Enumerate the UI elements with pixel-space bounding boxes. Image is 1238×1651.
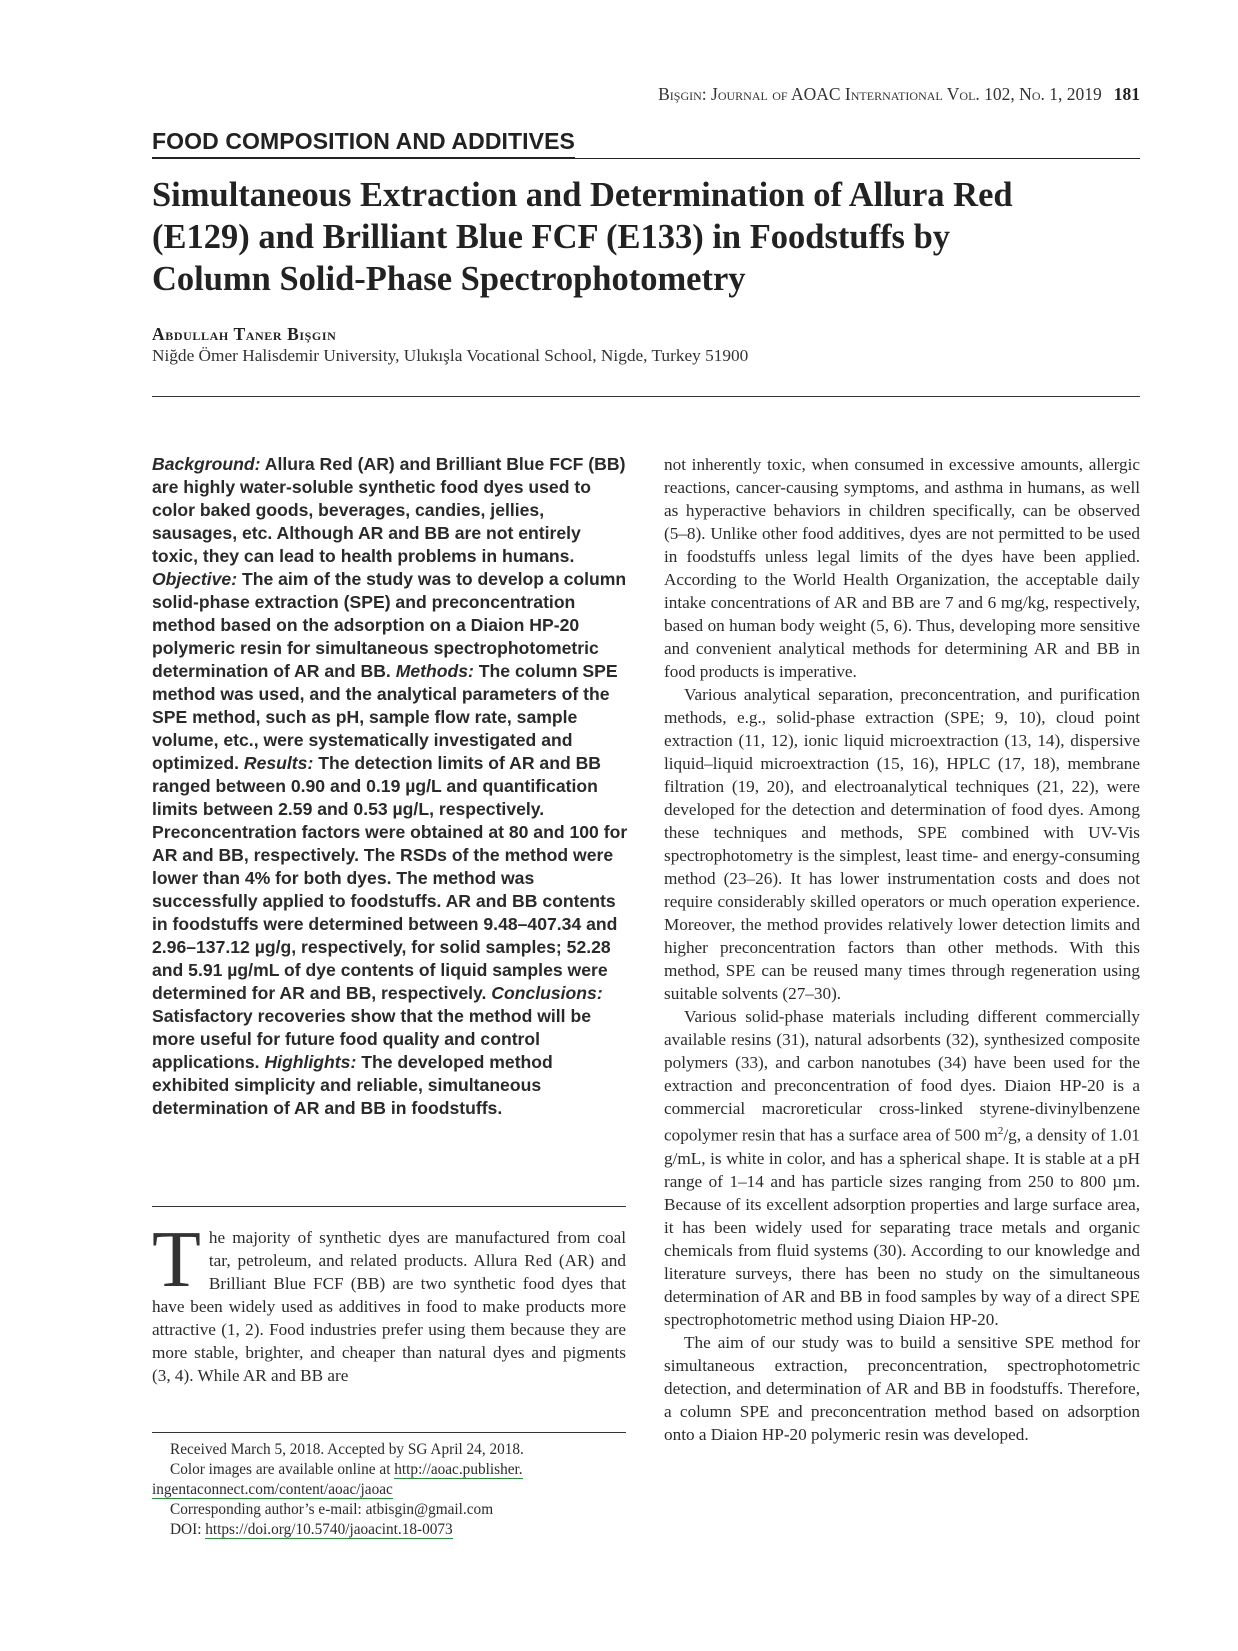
abstract-objective: The aim of the study was to develop a column solid-phase extraction (SPE) and preconcentration method based on the adsorption on a Diaion HP-20 polymeric resin for simultaneous spectrophotometric determination of AR and BB.	[152, 569, 627, 681]
abstract-highlights-head: Highlights:	[264, 1052, 357, 1072]
author-name: Abdullah Taner Bişgin	[152, 324, 337, 344]
abstract-conclusions-head: Conclusions:	[491, 983, 603, 1003]
footnote-email: Corresponding author’s e-mail: atbisgin@gmail.com	[170, 1501, 494, 1518]
abstract-rule	[152, 1206, 626, 1207]
right-paragraph-3a: Various solid-phase materials including different commercially available resins (31), natural adsorbents (32), synthesized composite polymers (33), and carbon nanotubes (34) have been used for the extraction and preconcentration of food dyes. Diaion HP-20 is a commercial macroreticular cross-linked styrene-divinylbenzene copolymer resin that has a surface area of 500 m	[664, 1007, 1140, 1145]
page-number: 181	[1113, 84, 1140, 104]
abstract-objective-head: Objective:	[152, 569, 238, 589]
abstract-conclusions: Satisfactory recoveries show that the method will be more useful for future food quality and control applications.	[152, 1006, 591, 1072]
abstract-methods-head: Methods:	[395, 661, 474, 681]
abstract-results: The detection limits of AR and BB ranged between 0.90 and 0.19 µg/L and quantification limits between 2.59 and 0.53 µg/L, respectively. Preconcentration factors were obtained at 80 and 100 for AR and BB, respectively. The RSDs of the method were lower than 4% for both dyes. The method was successfully applied to foodstuffs. AR and BB contents in foodstuffs were determined between 9.48–407.34 and 2.96–137.12 µg/g, respectively, for solid samples; 52.28 and 5.91 µg/mL of dye contents of liquid samples were determined for AR and BB, respectively.	[152, 753, 628, 1003]
superscript-2: 2	[997, 1125, 1004, 1137]
footnote-color-prefix: Color images are available online at	[170, 1461, 395, 1478]
color-images-link-cont[interactable]: ingentaconnect.com/content/aoac/jaoac	[152, 1481, 393, 1498]
right-paragraph-3b: /g, a density of 1.01 g/mL, is white in color, and has a spherical shape. It is stable at a pH range of 1–14 and has particle sizes ranging from 250 to 800 µm. Because of its excellent adsorption properties and large surface area, it has been widely used for separating trace metals and organic chemicals from fluid systems (30). According to our knowledge and literature surveys, there has been no study on the simultaneous determination of AR and BB in food samples by way of a direct SPE spectrophotometric method using Diaion HP-20.	[664, 1125, 1141, 1329]
affiliation: Niğde Ömer Halisdemir University, Ulukışla Vocational School, Nigde, Turkey 51900	[152, 346, 749, 365]
doi-prefix: DOI:	[170, 1521, 206, 1538]
article-title	[152, 174, 1142, 300]
footnote-color-cont	[152, 1480, 626, 1500]
footnote-color	[152, 1460, 626, 1480]
section-label: FOOD COMPOSITION AND ADDITIVES	[152, 128, 575, 159]
intro-text: he majority of synthetic dyes are manufactured from coal tar, petroleum, and related products. Allura Red (AR) and Brilliant Blue FCF (BB) are two synthetic food dyes that have been widely used as additives in food to make products more attractive (1, 2). Food industries prefer using them because they are more stable, brighter, and cheaper than natural dyes and pigments (3, 4). While AR and BB are	[152, 1228, 626, 1385]
right-paragraph-3	[664, 1005, 1140, 1331]
abstract-background-head: Background:	[152, 454, 261, 474]
header-rule	[152, 396, 1140, 397]
abstract-methods: The column SPE method was used, and the analytical parameters of the SPE method, such as pH, sample flow rate, sample volume, etc., were systematically investigated and optimized.	[152, 661, 618, 773]
right-paragraph-1: not inherently toxic, when consumed in excessive amounts, allergic reactions, cancer-causing symptoms, and asthma in humans, as well as hyperactive behaviors in children specifically, can be observed (5–8). Unlike other food additives, dyes are not permitted to be used in foodstuffs unless legal limits of the dyes have been applied. According to the World Health Organization, the acceptable daily intake concentrations of AR and BB are 7 and 6 mg/kg, respectively, based on human body weight (5, 6). Thus, developing more sensitive and convenient analytical methods for determining AR and BB in food products is imperative.	[664, 455, 1140, 681]
footnote-rule	[152, 1432, 626, 1433]
title-line-2: (E129) and Brilliant Blue FCF (E133) in Foodstuffs by	[152, 218, 951, 256]
abstract	[152, 453, 630, 1120]
right-paragraph-4: The aim of our study was to build a sensitive SPE method for simultaneous extraction, preconcentration, spectrophotometric detection, and determination of AR and BB in foodstuffs. Therefore, a column SPE and preconcentration method based on adsorption onto a Diaion HP-20 polymeric resin was developed.	[664, 1332, 1140, 1444]
title-line-3: Column Solid-Phase Spectrophotometry	[152, 260, 746, 298]
abstract-results-head: Results:	[243, 753, 314, 773]
doi-link[interactable]: https://doi.org/10.5740/jaoacint.18-0073	[205, 1521, 453, 1538]
right-paragraph-2: Various analytical separation, preconcentration, and purification methods, e.g., solid-phase extraction (SPE; 9, 10), cloud point extraction (11, 12), ionic liquid microextraction (13, 14), dispersive liquid–liquid microextraction (15, 16), HPLC (17, 18), membrane filtration (19, 20), and electroanalytical techniques (21, 22), were developed for the detection and determination of food dyes. Among these techniques and methods, SPE combined with UV-Vis spectrophotometry is the simplest, least time- and energy-consuming method (23–26). It has lower instrumentation costs and does not require considerably skilled operators or much operation experience. Moreover, the method provides relatively lower detection limits and higher preconcentration factors than other methods. With this method, SPE can be reused many times through regeneration using suitable solvents (27–30).	[664, 685, 1140, 1003]
right-column	[664, 453, 1140, 1446]
color-images-link[interactable]: http://aoac.publisher.	[394, 1461, 523, 1478]
running-head	[150, 84, 1140, 105]
footnote-received: Received March 5, 2018. Accepted by SG April 24, 2018.	[170, 1441, 524, 1458]
section-rule	[152, 158, 1140, 159]
footnotes	[152, 1440, 626, 1540]
abstract-highlights: The developed method exhibited simplicity and reliable, simultaneous determination of AR and BB in foodstuffs.	[152, 1052, 553, 1118]
footnote-doi	[152, 1520, 626, 1540]
intro-paragraph	[152, 1216, 626, 1387]
drop-cap: T	[152, 1216, 201, 1304]
abstract-background: Allura Red (AR) and Brilliant Blue FCF (BB) are highly water-soluble synthetic food dyes used to color baked goods, beverages, candies, jellies, sausages, etc. Although AR and BB are not entirely toxic, they can lead to health problems in humans.	[152, 454, 626, 566]
running-head-text: Bişgin: Journal of AOAC International Vol. 102, No. 1, 2019	[658, 84, 1102, 104]
title-line-1: Simultaneous Extraction and Determination of Allura Red	[152, 176, 1013, 214]
